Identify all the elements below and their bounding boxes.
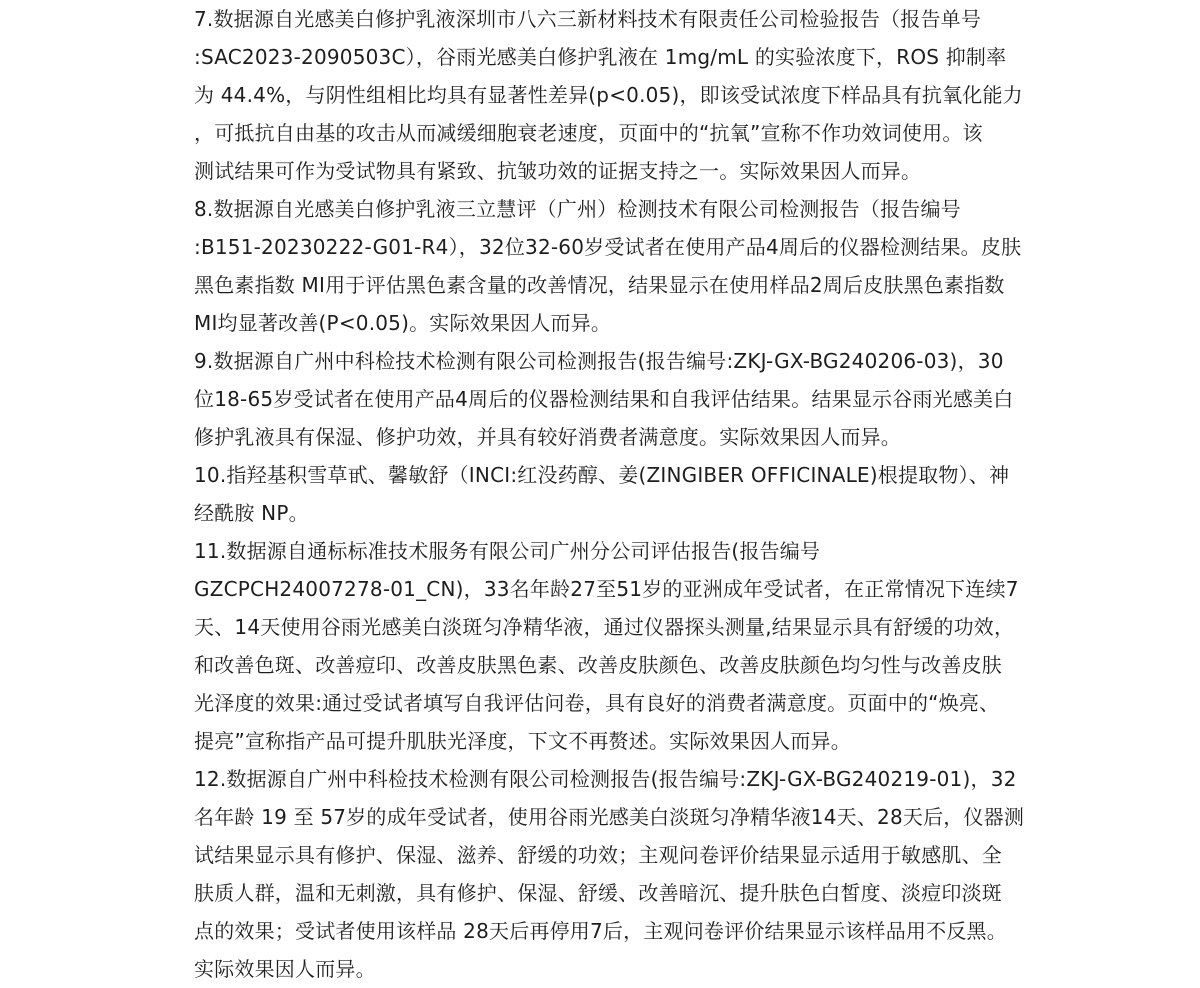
footnote-10 [194, 456, 1046, 532]
footnotes-list [194, 0, 1046, 988]
footnote-line: 为 44.4%，与阴性组相比均具有显著性差异(p<0.05)，即该受试浓度下样品具有抗氧化能力 [194, 83, 1023, 107]
footnote-line: MI均显著改善(P<0.05)。实际效果因人而异。 [194, 311, 612, 335]
footnote-9 [194, 342, 1046, 456]
footnote-line: 10.指羟基积雪草甙、馨敏舒（INCI:红没药醇、姜(ZINGIBER OFFICINALE)根提取物）、神 [194, 463, 1010, 487]
footnote-line: 试结果显示具有修护、保湿、滋养、舒缓的功效；主观问卷评价结果显示适用于敏感肌、全 [194, 843, 1002, 867]
footnote-line: GZCPCH24007278-01_CN)，33名年龄27至51岁的亚洲成年受试者，在正常情况下连续7 [194, 577, 1019, 601]
footnote-line: ，可抵抗自由基的攻击从而减缓细胞衰老速度，页面中的“抗氧”宣称不作功效词使用。该 [194, 121, 983, 145]
footnote-line: :B151-20230222-G01-R4），32位32-60岁受试者在使用产品4周后的仪器检测结果。皮肤 [194, 235, 1022, 259]
footnote-line: 名年龄 19 至 57岁的成年受试者，使用谷雨光感美白淡斑匀净精华液14天、28天后，仪器测 [194, 805, 1025, 829]
footnote-line: 提亮”宣称指产品可提升肌肤光泽度，下文不再赘述。实际效果因人而异。 [194, 729, 851, 753]
footnote-line: 8.数据源自光感美白修护乳液三立慧评（广州）检测技术有限公司检测报告（报告编号 [194, 197, 961, 221]
footnote-line: 11.数据源自通标标准技术服务有限公司广州分公司评估报告(报告编号 [194, 539, 821, 563]
footnote-line: 天、14天使用谷雨光感美白淡斑匀净精华液，通过仪器探头测量,结果显示具有舒缓的功效， [194, 615, 1015, 639]
footnote-line: 光泽度的效果:通过受试者填写自我评估问卷，具有良好的消费者满意度。页面中的“焕亮、 [194, 691, 1000, 715]
footnote-11 [194, 532, 1046, 760]
footnote-line: 和改善色斑、改善痘印、改善皮肤黑色素、改善皮肤颜色、改善皮肤颜色均匀性与改善皮肤 [194, 653, 1002, 677]
footnote-line: 12.数据源自广州中科检技术检测有限公司检测报告(报告编号:ZKJ-GX-BG240219-01)，32 [194, 767, 1017, 791]
footnote-line: 经酰胺 NP。 [194, 501, 309, 525]
footnote-line: 点的效果；受试者使用该样品 28天后再停用7后，主观问卷评价结果显示该样品用不反黑。 [194, 919, 1007, 943]
footnote-line: 测试结果可作为受试物具有紧致、抗皱功效的证据支持之一。实际效果因人而异。 [194, 159, 922, 183]
footnote-line: 肤质人群，温和无刺激，具有修护、保湿、舒缓、改善暗沉、提升肤色白皙度、淡痘印淡斑 [194, 881, 1002, 905]
footnote-line: 7.数据源自光感美白修护乳液深圳市八六三新材料技术有限责任公司检验报告（报告单号 [194, 7, 982, 31]
footnote-line: 实际效果因人而异。 [194, 957, 376, 981]
footnote-line: 9.数据源自广州中科检技术检测有限公司检测报告(报告编号:ZKJ-GX-BG240206-03)，30 [194, 349, 1004, 373]
footnote-line: 修护乳液具有保湿、修护功效，并具有较好消费者满意度。实际效果因人而异。 [194, 425, 901, 449]
footnote-line: 黑色素指数 MI用于评估黑色素含量的改善情况，结果显示在使用样品2周后皮肤黑色素指数 [194, 273, 1005, 297]
footnote-12 [194, 760, 1046, 988]
footnote-7 [194, 0, 1046, 190]
footnote-8 [194, 190, 1046, 342]
footnote-line: :SAC2023-2090503C），谷雨光感美白修护乳液在 1mg/mL 的实验浓度下，ROS 抑制率 [194, 45, 1007, 69]
footnote-line: 位18-65岁受试者在使用产品4周后的仪器检测结果和自我评估结果。结果显示谷雨光感美白 [194, 387, 1014, 411]
